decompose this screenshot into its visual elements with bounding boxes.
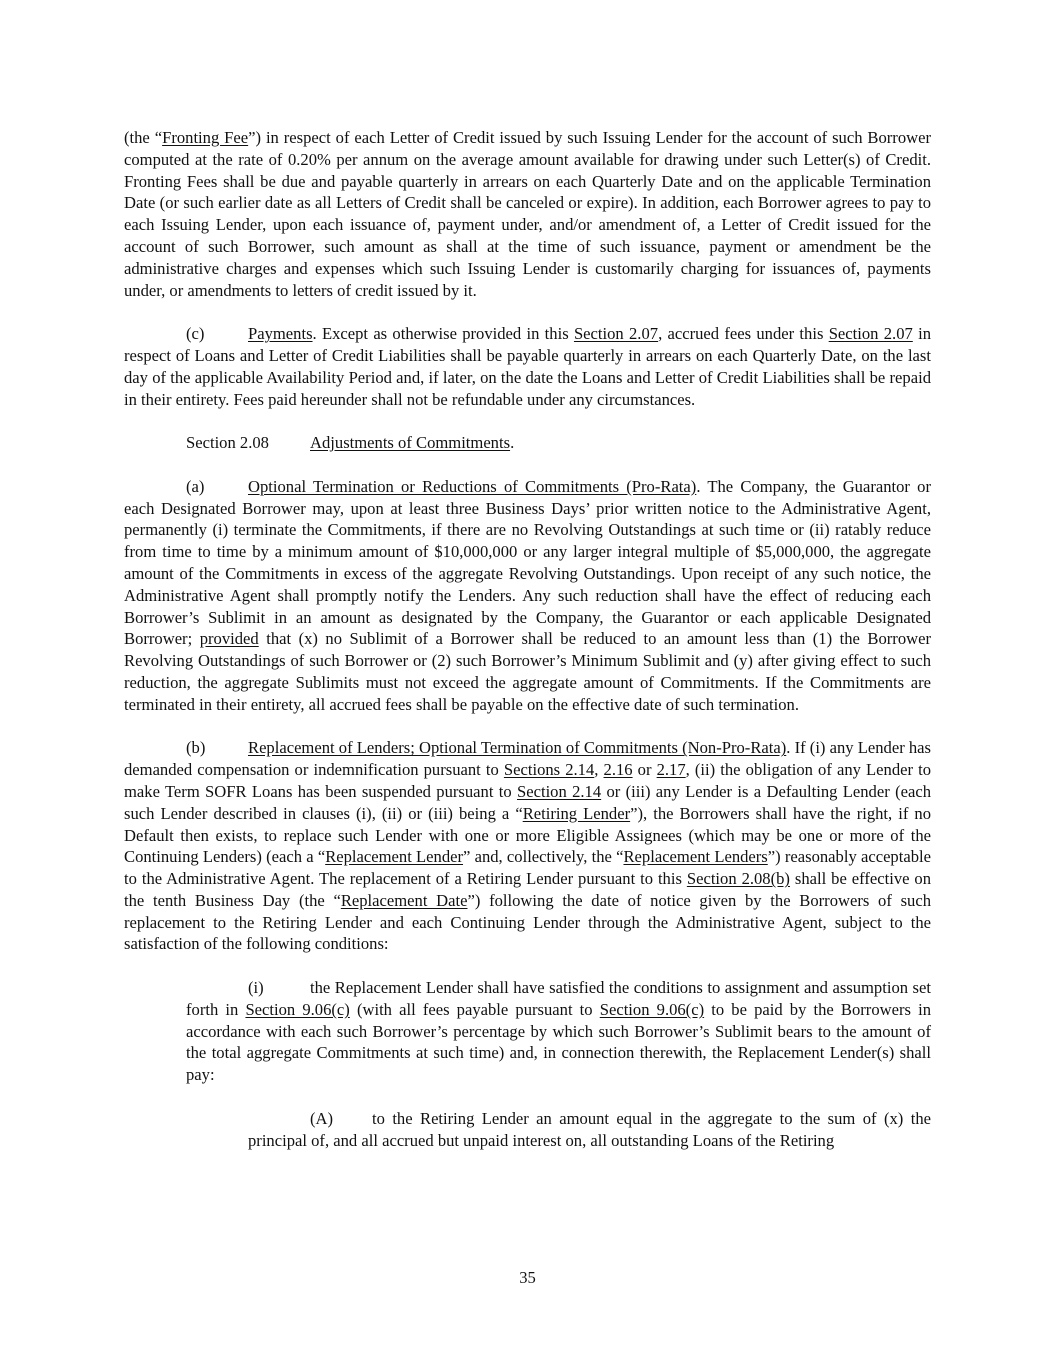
text: that (x) no Sublimit of a Borrower shall be reduced to an amount less than (1) the Borrower Revolving Outstandings of such Borrower or (2) such Borrower’s Minimum Sublimit and (y) after giving effect to such reduction, the aggregate Sublimits must not exceed the aggregate amount of Commitments. If the Commitments are terminated in their entirety, all accrued fees shall be payable on the effective date of such termination. xyxy=(124,629,931,714)
paragraph-i-conditions xyxy=(186,977,931,1086)
text: , (ii) the obligation of any Lender to make Term SOFR Loans has been suspended pursuant to xyxy=(124,760,932,801)
section-heading xyxy=(124,432,931,454)
text: . Except as otherwise provided in this xyxy=(312,324,574,344)
text: (with all fees payable pursuant to xyxy=(349,999,600,1019)
section-reference: Section 2.08(b) xyxy=(686,869,790,889)
text: ”) following the date of notice given by the Borrowers of such replacement to the Retiring Lender and each Continuing Lender through the Administrative Agent, subject to the satisfaction of the following conditions: xyxy=(124,890,931,954)
text: ” and, collectively, the “ xyxy=(463,847,624,867)
clause-heading: Payments xyxy=(248,324,313,344)
section-number: Section 2.08 xyxy=(186,433,269,453)
section-reference: Section 2.07 xyxy=(573,324,659,344)
text: , xyxy=(594,760,604,780)
defined-term-replacement-date: Replacement Date xyxy=(340,890,468,910)
clause-heading: Replacement of Lenders; Optional Termination of Commitments (Non-Pro-Rata) xyxy=(248,738,787,758)
section-reference: Section 2.14 xyxy=(517,781,602,801)
text: . xyxy=(510,433,515,453)
text: ”), the Borrowers shall have the right, if no Default then exists, to replace such Lender with one or more Eligible Assignees (which may be one or more of the Continuing Lenders) (each a “ xyxy=(124,803,931,867)
document-page xyxy=(124,127,931,1151)
text: the Replacement Lender shall have satisfied the conditions to assignment and assumption set forth in xyxy=(186,978,931,1019)
text: shall be effective on the tenth Business Day (the “ xyxy=(124,869,932,910)
text: in respect of Loans and Letter of Credit Liabilities shall be payable quarterly in arrears on each Quarterly Date, on the last day of the applicable Availability Period and, if later, on the date the Loans and Letter of Credit Liabilities shall be repaid in their entirety. Fees paid hereunder shall not be refundable under any circumstances. xyxy=(124,324,931,409)
paragraph-a-optional-termination xyxy=(124,476,931,716)
defined-term-replacement-lender: Replacement Lender xyxy=(325,847,464,867)
text: , accrued fees under this xyxy=(658,324,829,344)
paragraph-fronting-fee xyxy=(124,127,931,301)
clause-label: (c) xyxy=(186,324,205,344)
text: (the “ xyxy=(124,128,163,147)
section-reference: Sections 2.14 xyxy=(503,760,595,780)
text: ”) in respect of each Letter of Credit issued by such Issuing Lender for the account of such Borrower computed at the rate of 0.20% per annum on the average amount available for drawing under such Letter(s) of Credit. Fronting Fees shall be due and payable quarterly in arrears on each Quarterly Date and on the applicable Termination Date (or such earlier date as all Letters of Credit shall be canceled or expire). In addition, each Borrower agrees to pay to each Issuing Lender, upon each issuance of, payment under, and/or amendment of, a Letter of Credit issued for the account of such Borrower, such amount as shall at the time of such issuance, payment or amendment be the administrative charges and expenses which such Issuing Lender is customarily charging for issuances of, payments under, or amendments to letters of credit issued by it. xyxy=(124,128,931,300)
paragraph-b-replacement-of-lenders xyxy=(124,737,931,955)
defined-term-retiring-lender: Retiring Lender xyxy=(522,803,631,823)
clause-label: (i) xyxy=(248,978,264,998)
text: or (iii) any Lender is a Defaulting Lender (each such Lender described in clauses (i), (ii) or (iii) being a “ xyxy=(124,781,931,823)
section-reference: Section 9.06(c) xyxy=(599,999,705,1019)
section-reference: 2.17 xyxy=(656,760,686,780)
clause-label: (b) xyxy=(186,738,206,758)
clause-label: (a) xyxy=(186,476,205,496)
paragraph-A-retiring-lender xyxy=(248,1108,931,1152)
clause-label: (A) xyxy=(310,1108,334,1128)
text: or xyxy=(632,760,657,780)
text: ”) reasonably acceptable to the Administrative Agent. The replacement of a Retiring Lender pursuant to this xyxy=(124,847,931,889)
section-reference: 2.16 xyxy=(603,760,633,780)
section-title: Adjustments of Commitments xyxy=(310,433,511,453)
text: . If (i) any Lender has demanded compensation or indemnification pursuant to xyxy=(124,738,931,780)
text: to be paid by the Borrowers in accordance with each such Borrower’s percentage by which such Borrower’s Sublimit bears to the amount of the total aggregate Commitments at such time) and, in connection therewith, the Replacement Lender(s) shall pay: xyxy=(186,999,932,1085)
section-reference: Section 9.06(c) xyxy=(245,999,350,1019)
text: . The Company, the Guarantor or each Designated Borrower may, upon at least three Business Days’ prior written notice to the Administrative Agent, permanently (i) terminate the Commitments, if there are no Revolving Outstandings at such time or (ii) ratably reduce from time to time by a minimum amount of $10,000,000 or any larger integral multiple of $5,000,000, the aggregate amount of the Commitments in excess of the aggregate Revolving Outstandings. Upon receipt of any such notice, the Administrative Agent shall promptly notify the Lenders. Any such reduction shall have the effect of reducing each Borrower’s Sublimit in an amount as designated by the Company, the Guarantor or each applicable Designated Borrower; xyxy=(124,476,931,649)
page-number: 35 xyxy=(519,1268,536,1287)
defined-term-replacement-lenders: Replacement Lenders xyxy=(623,847,768,867)
defined-term-fronting-fee: Fronting Fee xyxy=(162,128,249,147)
provided-term: provided xyxy=(199,629,259,649)
text: to the Retiring Lender an amount equal in the aggregate to the sum of (x) the principal of, and all accrued but unpaid interest on, all outstanding Loans of the Retiring xyxy=(248,1108,931,1150)
section-reference: Section 2.07 xyxy=(828,324,913,344)
clause-heading: Optional Termination or Reductions of Commitments (Pro-Rata) xyxy=(248,476,697,496)
paragraph-c-payments xyxy=(124,323,931,410)
